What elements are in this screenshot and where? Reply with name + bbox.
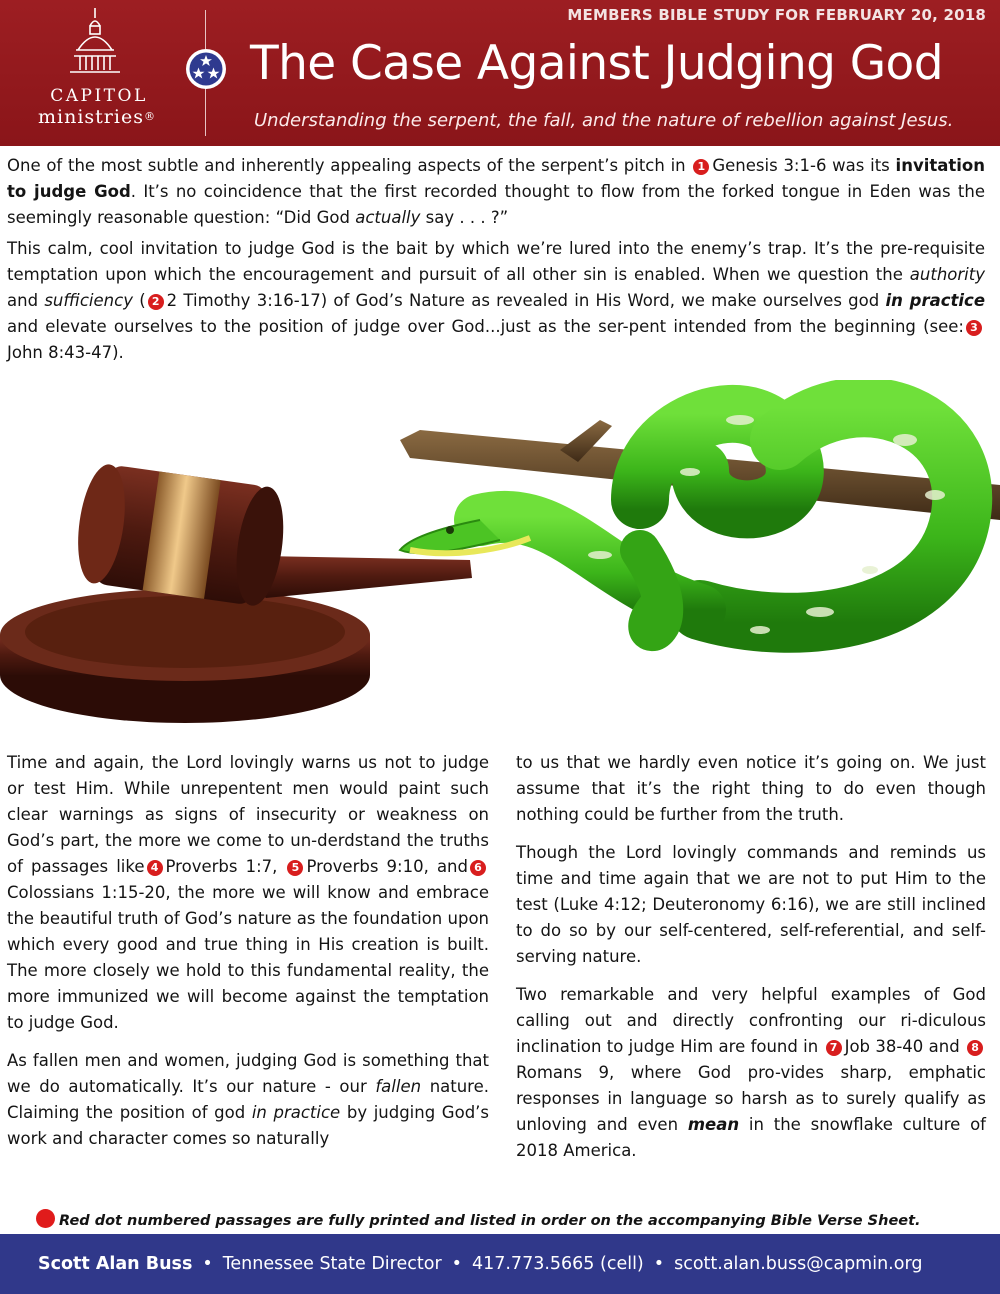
email-link[interactable]: scott.alan.buss@capmin.org bbox=[674, 1254, 923, 1274]
text-span: nature. Claiming the position of god bbox=[7, 1077, 490, 1122]
director-role: Tennessee State Director bbox=[222, 1254, 442, 1274]
right-paragraph-3 bbox=[516, 982, 986, 1164]
verse-marker-5: 5 bbox=[287, 860, 303, 876]
text-span: One of the most subtle and inherently appealing aspects of the serpent’s pitch in bbox=[7, 156, 686, 175]
emphasis-bold: invitation to judge God bbox=[7, 156, 986, 201]
text-span: John 8:43-47). bbox=[7, 343, 124, 362]
left-column bbox=[7, 750, 489, 1152]
text-span: Romans 9, where God pro-vides sharp, emphatic responses in language so harsh as to surely qualify as unloving and even bbox=[516, 1063, 986, 1134]
phone-number[interactable]: 417.773.5665 (cell) bbox=[471, 1254, 644, 1274]
emphasis-bold-italic: in practice bbox=[885, 291, 986, 310]
text-span: and elevate ourselves to the position of judge over God...just as the ser-pent intended from the beginning (see: bbox=[7, 317, 964, 336]
red-dot-icon bbox=[36, 1209, 55, 1228]
text-span: Genesis 3:1-6 was its bbox=[712, 156, 890, 175]
verse-marker-7: 7 bbox=[826, 1040, 842, 1056]
left-paragraph-1 bbox=[7, 750, 489, 1036]
verse-marker-6: 6 bbox=[470, 860, 486, 876]
text-span: Colossians 1:15-20, the more we will know and embrace the beautiful truth of God’s nature as the foundation upon which every good and true thing in His creation is built. The more closely we hold to this fundamental reality, the more immunized we will become against the temptation to judge God. bbox=[7, 883, 489, 1032]
text-span: Proverbs 9:10, and bbox=[306, 857, 468, 876]
emphasis-italic: in practice bbox=[251, 1103, 341, 1122]
text-span: Time and again, the Lord lovingly warns us not to judge or test Him. While unrepentent men would paint such clear warnings as signs of insecurity or weakness on God’s part, the more we come to un-derdstand the truths of passages like bbox=[7, 753, 489, 876]
intro-paragraph-2 bbox=[7, 236, 985, 366]
text-span: Proverbs 1:7, bbox=[165, 857, 278, 876]
logo-capitol-text: CAPITOL bbox=[50, 86, 148, 106]
capitol-ministries-logo bbox=[14, 6, 194, 140]
logo-ministries-text bbox=[22, 106, 172, 128]
emphasis-italic: authority bbox=[909, 265, 985, 284]
tennessee-flag-icon bbox=[185, 48, 227, 90]
page-subtitle: Understanding the serpent, the fall, and the nature of rebellion against Jesus. bbox=[254, 110, 954, 131]
contact-footer bbox=[0, 1234, 1000, 1294]
verse-marker-1: 1 bbox=[693, 159, 709, 175]
emphasis-italic: actually bbox=[355, 208, 421, 227]
logo-ministries-word: ministries bbox=[38, 106, 144, 128]
capitol-dome-icon bbox=[50, 6, 140, 88]
intro-paragraph-1 bbox=[7, 153, 985, 231]
study-date-kicker: MEMBERS BIBLE STUDY FOR FEBRUARY 20, 2018 bbox=[567, 6, 986, 24]
header-banner bbox=[0, 0, 1000, 146]
text-span: 2 Timothy 3:16-17) of God’s Nature as revealed in His Word, we make ourselves god bbox=[166, 291, 880, 310]
text-span: As fallen men and women, judging God is something that we do automatically. It’s our nature - our bbox=[7, 1051, 489, 1096]
text-span: . It’s no coincidence that the first recorded thought to flow from the forked tongue in Eden was the seemingly reasonable question: “Did God bbox=[7, 182, 985, 227]
red-dot-footnote bbox=[36, 1209, 996, 1229]
right-paragraph-1: to us that we hardly even notice it’s going on. We just assume that it’s the right thing to do even though nothing could be further from the truth. bbox=[516, 753, 986, 824]
text-span: say . . . ?” bbox=[425, 208, 509, 227]
text-span: This calm, cool invitation to judge God is the bait by which we’re lured into the enemy’s trap. It’s the pre-requisite temptation upon which the encouragement and pursuit of all other sin is enabled. When we question the bbox=[7, 239, 985, 284]
director-name: Scott Alan Buss bbox=[38, 1254, 193, 1274]
separator-dot: • bbox=[653, 1254, 665, 1274]
text-span: Two remarkable and very helpful examples of God calling out and directly confronting our ri-diculous inclination to judge Him are found in bbox=[516, 985, 986, 1056]
logo-registered-mark: ® bbox=[143, 110, 156, 123]
text-span: Job 38-40 and bbox=[844, 1037, 960, 1056]
page-title: The Case Against Judging God bbox=[250, 36, 943, 91]
right-paragraph-2: Though the Lord lovingly commands and reminds us time and time again that we are not to put Him to the test (Luke 4:12; Deuteronomy 6:16), we are still inclined to do so by our self-centered, self-referential, and self-serving nature. bbox=[516, 843, 986, 966]
emphasis-italic: sufficiency bbox=[44, 291, 133, 310]
separator-dot: • bbox=[451, 1254, 462, 1274]
verse-marker-3: 3 bbox=[966, 320, 982, 336]
separator-dot: • bbox=[202, 1254, 213, 1274]
gavel bbox=[71, 461, 472, 608]
left-paragraph-2 bbox=[7, 1048, 489, 1152]
text-span: by judging God’s work and character comes so naturally bbox=[7, 1103, 490, 1148]
text-span: and bbox=[7, 291, 39, 310]
gavel-and-serpent-illustration bbox=[0, 380, 1000, 740]
verse-marker-2: 2 bbox=[148, 294, 164, 310]
footnote-text: Red dot numbered passages are fully printed and listed in order on the accompanying Bible Verse Sheet. bbox=[59, 1213, 921, 1229]
gavel-sound-block bbox=[0, 589, 370, 723]
text-span: in the snowflake culture of 2018 America. bbox=[516, 1115, 986, 1160]
verse-marker-4: 4 bbox=[147, 860, 163, 876]
text-span: ( bbox=[139, 291, 146, 310]
emphasis-bold-italic: mean bbox=[687, 1115, 740, 1134]
verse-marker-8: 8 bbox=[967, 1040, 983, 1056]
emphasis-italic: fallen bbox=[375, 1077, 422, 1096]
right-column bbox=[516, 750, 986, 1164]
